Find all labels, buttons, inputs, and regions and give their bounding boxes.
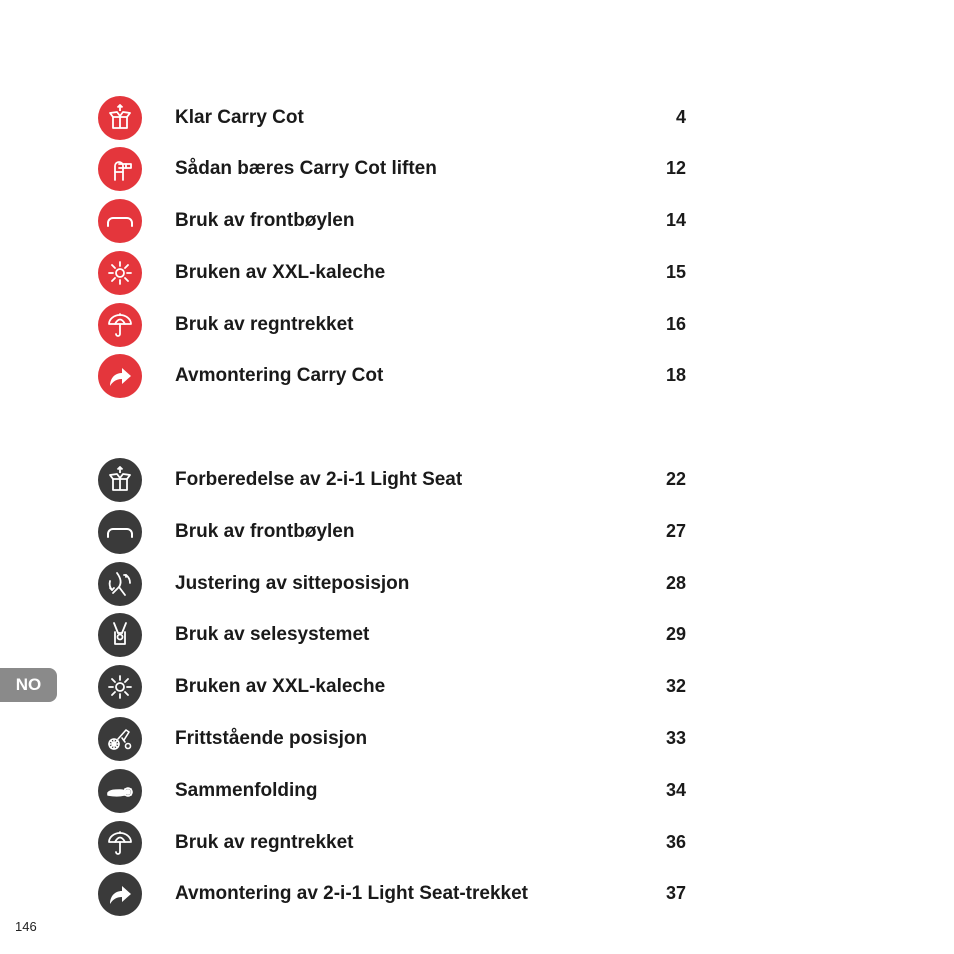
toc-item-page: 16 (665, 314, 686, 334)
remove-arrow-icon (98, 354, 142, 398)
unbox-icon (98, 96, 142, 140)
toc-item-page: 32 (665, 676, 686, 696)
toc-item-title: Bruk av regntrekket (175, 832, 354, 853)
toc-item-page: 27 (665, 521, 686, 541)
toc-item[interactable] (0, 303, 760, 349)
toc-item[interactable] (0, 821, 760, 867)
toc-item-title: Bruken av XXL-kaleche (175, 262, 386, 283)
toc-item-page: 36 (665, 832, 686, 852)
toc-item-page: 29 (665, 624, 686, 644)
toc-item[interactable] (0, 96, 760, 142)
toc-item-title: Bruk av frontbøylen (175, 521, 355, 542)
bumper-bar-icon (98, 510, 142, 554)
fold-icon (98, 769, 142, 813)
language-tab: NO (0, 668, 57, 702)
toc-item-title: Avmontering av 2-i-1 Light Seat-trekket (175, 883, 528, 904)
remove-arrow-icon (98, 872, 142, 916)
toc-item[interactable] (0, 717, 760, 763)
sun-icon (98, 251, 142, 295)
toc-item-page: 15 (665, 262, 686, 282)
toc-item-page: 34 (665, 780, 686, 800)
toc-item-page: 28 (665, 573, 686, 593)
toc-item[interactable] (0, 769, 760, 815)
toc-item[interactable] (0, 147, 760, 193)
toc-item-page: 37 (665, 883, 686, 903)
sun-icon (98, 665, 142, 709)
freestanding-icon (98, 717, 142, 761)
umbrella-icon (98, 821, 142, 865)
umbrella-icon (98, 303, 142, 347)
page-number: 146 (15, 919, 37, 934)
toc-item-title: Avmontering Carry Cot (175, 365, 384, 386)
toc-item[interactable] (0, 665, 760, 711)
toc-item-title: Sammenfolding (175, 780, 318, 801)
bumper-bar-icon (98, 199, 142, 243)
toc-item-title: Bruk av selesystemet (175, 624, 370, 645)
toc-item-page: 4 (675, 107, 686, 127)
toc-item-page: 12 (665, 158, 686, 178)
toc-item[interactable] (0, 562, 760, 608)
toc-item[interactable] (0, 458, 760, 504)
toc-item[interactable] (0, 251, 760, 297)
toc-item-title: Sådan bæres Carry Cot liften (175, 158, 437, 179)
recline-icon (98, 562, 142, 606)
carry-handle-icon (98, 147, 142, 191)
toc-item-title: Bruken av XXL-kaleche (175, 676, 386, 697)
toc-item-page: 22 (665, 469, 686, 489)
toc-item[interactable] (0, 354, 760, 400)
toc-item-title: Klar Carry Cot (175, 107, 304, 128)
toc-item[interactable] (0, 510, 760, 556)
toc-item-title: Forberedelse av 2-i-1 Light Seat (175, 469, 463, 490)
unbox-icon (98, 458, 142, 502)
toc-item[interactable] (0, 872, 760, 918)
toc-item-title: Frittstående posisjon (175, 728, 368, 749)
toc-item-page: 33 (665, 728, 686, 748)
toc-item-page: 18 (665, 365, 686, 385)
toc-item[interactable] (0, 199, 760, 245)
toc-item[interactable] (0, 613, 760, 659)
toc-item-title: Justering av sitteposisjon (175, 573, 410, 594)
toc-item-page: 14 (665, 210, 686, 230)
harness-icon (98, 613, 142, 657)
toc-item-title: Bruk av frontbøylen (175, 210, 355, 231)
toc-item-title: Bruk av regntrekket (175, 314, 354, 335)
